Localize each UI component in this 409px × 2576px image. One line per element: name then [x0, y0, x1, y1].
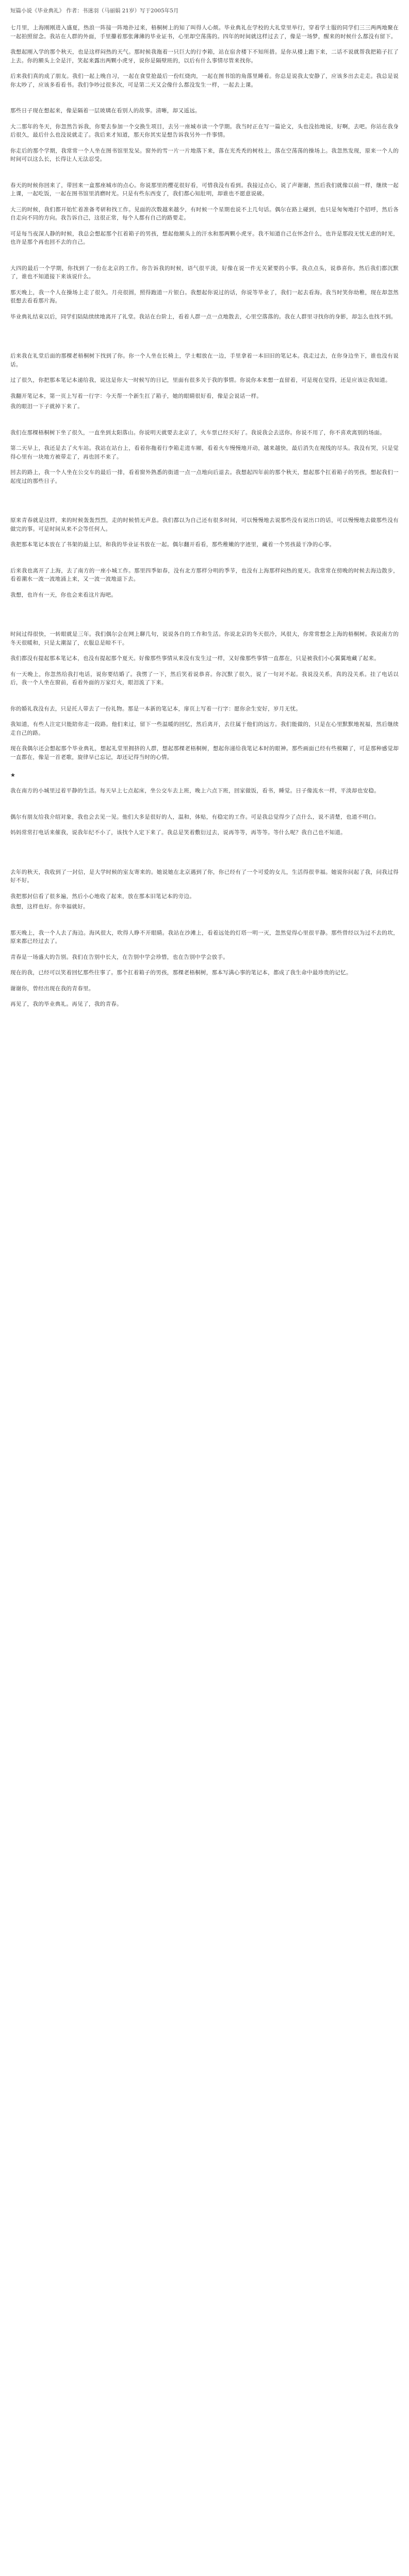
paragraph: 毕业典礼结束以后，同学们陆陆续续地离开了礼堂。我站在台阶上，看着人群一点一点地散去，心里空落落的。我在人群里寻找你的身影，却怎么也找不到。: [10, 313, 397, 320]
paragraph: 七月里，上海刚刚进入盛夏，热浪一阵接一阵地扑过来，梧桐树上的知了叫得人心烦。毕业典礼在学校的大礼堂里举行，穿着学士服的同学们三三两两地聚在一起拍照留念。我站在人群的外面，手里攥着那张薄薄的毕业证书，心里却空荡荡的。四年的时间就这样过去了，像是一场梦，醒来的时候什么都没有留下。: [10, 25, 399, 40]
spacer: [10, 665, 399, 670]
spacer: [10, 551, 399, 567]
paragraph: 大三的时候，我们都开始忙着准备考研和找工作。见面的次数越来越少，有时候一个星期也说不上几句话。偶尔在路上碰到，也只是匆匆地打个招呼，然后各自走向不同的方向。我告诉自己，这很正常，每个人都有自己的路要走。: [10, 206, 399, 221]
spacer: [10, 963, 399, 969]
spacer: [10, 764, 399, 769]
spacer: [10, 439, 399, 444]
document-page: [0, 0, 409, 1009]
paragraph: 那天晚上，我一个人在操场上走了很久。月亮很圆，照得跑道一片银白。我想起你说过的话，你说等毕业了，我们一起去看海。我当时笑你幼稚，现在却忽然很想去看看那片海。: [10, 289, 399, 304]
paragraph: 春天的时候你回来了，带回来一盒那座城市的点心。你说那里的樱花很好看，可惜我没有看到。我接过点心，说了声谢谢，然后我们就像以前一样，继续一起上课，一起吃饭，一起在图书馆里消磨时光。只是有些东西变了，我们都心知肚明，却谁也不愿意说破。: [10, 182, 399, 197]
paragraph: 有一天晚上，你忽然给我打电话，说你要结婚了。我愣了一下，然后笑着说恭喜。你沉默了很久，说了一句对不起。我说没关系，真的没关系。挂了电话以后，我一个人坐在窗前，看着外面的万家灯火，眼泪流了下来。: [10, 671, 399, 686]
paragraph: 现在的我，已经可以笑着回忆那些往事了。那个扛着箱子的男孩，那棵老梧桐树，那本写满心事的笔记本，都成了我生命中最珍贵的记忆。: [10, 970, 352, 976]
paragraph: 偶尔有朋友给我介绍对象，我也会去见一见。他们大多是很好的人，温和，体贴，有稳定的工作。可是我总觉得少了点什么，说不清楚，也道不明白。: [10, 814, 380, 820]
paragraph: 我想起刚入学的那个秋天，也是这样闷热的天气。那时候我拖着一只巨大的行李箱，站在宿舍楼下不知所措。是你从楼上跑下来，二话不说就帮我把箱子扛了上去。你的额头上全是汗，笑起来露出两颗小虎牙，说你是隔壁班的，以后有什么事情尽管来找你。: [10, 49, 399, 64]
paragraph: 你的婚礼我没有去，只是托人带去了一份礼物。那是一本新的笔记本，扉页上写着一行字：愿你余生安好，岁月无忧。: [10, 705, 302, 712]
spacer: [10, 117, 399, 123]
spacer: [10, 823, 399, 828]
paragraph: 大二那年的冬天，你忽然告诉我，你要去参加一个交换生项目，去另一座城市读一个学期。我当时正在写一篇论文，头也没抬地说，好啊，去吧。你站在我身后很久，最后什么也没说就走了。我后来才知道，那天你其实是想告诉我另外一件事情。: [10, 123, 399, 138]
paragraph: 我把那封信看了很多遍，然后小心地收了起来，放在那本旧笔记本的旁边。: [10, 893, 195, 900]
paragraph: 大四的最后一个学期，你找到了一份在北京的工作。你告诉我的时候，语气很平淡，好像在说一件无关紧要的小事。我点点头，说恭喜你。然后我们都沉默了，谁也不知道接下来该说什么。: [10, 265, 399, 280]
paragraph: 原来青春就是这样，来的时候轰轰烈烈，走的时候悄无声息。我们都以为自己还有很多时间，可以慢慢地去说那些没有说出口的话，可以慢慢地去做那些没有做完的事。可是时间从来不会等任何人。: [10, 517, 399, 532]
paragraph: 我的眼泪一下子就掉下来了。: [10, 403, 84, 410]
spacer: [10, 995, 399, 1000]
spacer: [10, 308, 399, 313]
spacer: [10, 371, 399, 376]
spacer: [10, 142, 399, 147]
paragraph: 现在我偶尔还会想起那个毕业典礼，想起礼堂里拥挤的人群，想起那棵老梧桐树，想起你递给我笔记本时的眼神。那些画面已经有些模糊了，可是那种感觉却一直都在，像是一首老歌，旋律早已忘记，却还记得当时的心情。: [10, 745, 399, 760]
spacer: [10, 67, 399, 72]
spacer: [10, 913, 399, 929]
spacer: [10, 948, 399, 953]
paragraph: 后来我们真的成了朋友。我们一起上晚自习，一起在食堂抢最后一份红烧肉，一起在图书馆的角落里睡着。你总是说我太安静了，应该多出去走走。我总是说你太吵了，应该多看看书。我们争吵过很多次，可是第二天又会像什么都没发生一样，一起去上课。: [10, 73, 399, 88]
paragraph: 那些日子现在想起来，像是隔着一层玻璃在看别人的故事。清晰，却又遥远。: [10, 108, 201, 114]
paragraph: 可是每当夜深人静的时候，我总会想起那个扛着箱子的男孩，想起他额头上的汗水和那两颗小虎牙。我不知道自己在怀念什么，也许是那段无忧无虑的时光，也许是那个再也回不去的自己。: [10, 230, 399, 245]
spacer: [10, 249, 399, 264]
paragraph: 我翻开笔记本，第一页上写着一行字：今天帮一个新生扛了箱子，她的眼睛很好看，像是会说话一样。: [10, 393, 263, 399]
spacer: [10, 798, 399, 813]
paragraph: 去年的秋天，我收到了一封信，是大学时候的室友寄来的。她说她在北京遇到了你，你已经有了一个可爱的女儿，生活得很幸福。她说你问起了我，问我过得好不好。: [10, 869, 399, 884]
paragraph: 时间过得很快，一转眼就是三年。我们偶尔会在网上聊几句，说说各自的工作和生活。你说北京的冬天很冷，风很大，你常常想念上海的梧桐树。我说南方的冬天很暖和，只是太潮湿了，衣服总是晾不干。: [10, 631, 399, 646]
paragraph: 我知道，有些人注定只能陪你走一段路。他们来过，留下一些温暖的回忆，然后离开，去往属于他们的远方。我们能做的，只是在心里默默地祝福，然后继续走自己的路。: [10, 721, 399, 736]
paragraph: 我们在那棵梧桐树下坐了很久，一直坐到太阳落山。你说明天就要去北京了，火车票已经买好了。我说我会去送你。你说不用了，你不喜欢离别的场面。: [10, 429, 385, 436]
paragraph: 青春是一场盛大的告别。我们在告别中长大，在告别中学会珍惜，也在告别中学会放手。: [10, 954, 229, 960]
spacer: [10, 487, 399, 516]
spacer: [10, 166, 399, 181]
paragraph: 那天晚上，我一个人去了海边。海风很大，吹得人睁不开眼睛。我站在沙滩上，看着远处的灯塔一明一灭，忽然觉得心里很平静。那些曾经以为过不去的坎，原来都已经过去了。: [10, 929, 399, 944]
spacer: [10, 283, 399, 289]
spacer: [10, 586, 399, 591]
section-divider-star: ★: [10, 772, 15, 778]
paragraph: 我想，也许有一天，你也会来看这片海吧。: [10, 591, 117, 598]
document-header: 短篇小说《毕业典礼》 作者：书迷羽（马丽娟 21岁）写于2005年5月: [10, 8, 179, 14]
paragraph: 你走后的那个学期，我常常一个人坐在图书馆里发呆。窗外的雪一片一片地落下来，落在光秃秃的树枝上，落在空荡荡的操场上。我忽然发现，原来一个人的时间可以这么长，长得让人无法忍受。: [10, 147, 399, 162]
spacer: [10, 200, 399, 206]
paragraph: 谢谢你，曾经出现在我的青春里。: [10, 985, 94, 992]
spacer: [10, 387, 399, 392]
paragraph: 我在南方的小城里过着平静的生活。每天早上七点起床，坐公交车去上班，晚上六点下班，回家做饭，看书，睡觉。日子像流水一样，平淡却也安稳。: [10, 788, 380, 794]
paragraph: 回去的路上，我一个人坐在公交车的最后一排，看着窗外熟悉的街道一点一点地向后退去。我想起四年前的那个秋天，想起那个扛着箱子的男孩，想起我们一起度过的那些日子。: [10, 469, 399, 484]
spacer: [10, 739, 399, 744]
paragraph: 我把那本笔记本放在了书架的最上层，和我的毕业证书放在一起。偶尔翻开看看，那些稚嫩的字迹里，藏着一个男孩最干净的心事。: [10, 541, 335, 548]
spacer: [10, 782, 399, 787]
spacer: [10, 19, 399, 24]
spacer: [10, 979, 399, 985]
spacer: [10, 839, 399, 868]
paragraph: 再见了，我的毕业典礼。再见了，我的青春。: [10, 1001, 122, 1007]
spacer: [10, 601, 399, 630]
paragraph: 后来我也离开了上海，去了南方的一座小城工作。那里四季如春，没有北方那样分明的季节，也没有上海那样闷热的夏天。我常常在傍晚的时候去海边散步，看着潮水一波一波地涌上来，又一波一波地退下去。: [10, 567, 399, 582]
spacer: [10, 43, 399, 48]
spacer: [10, 535, 399, 540]
spacer: [10, 715, 399, 720]
spacer: [10, 323, 399, 352]
paragraph: 后来我在礼堂后面的那棵老梧桐树下找到了你。你一个人坐在长椅上，学士帽放在一边，手里拿着一本旧旧的笔记本。我走过去，在你身边坐下，谁也没有说话。: [10, 353, 399, 368]
spacer: [10, 413, 399, 429]
spacer: [10, 649, 399, 654]
paragraph: 我们都没有提起那本笔记本，也没有提起那个夏天。好像那些事情从来没有发生过一样，又好像那些事情一直都在，只是被我们小心翼翼地藏了起来。: [10, 655, 380, 662]
spacer: [10, 887, 399, 892]
spacer: [10, 225, 399, 230]
paragraph: 妈妈常常打电话来催我，说我年纪不小了，该找个人定下来了。我总是笑着敷衍过去，说再等等，再等等。等什么呢？我自己也不知道。: [10, 829, 346, 836]
paragraph: 第二天早上，我还是去了火车站。我站在站台上，看着你拖着行李箱走进车厢，看着火车慢慢地开动，越来越快，最后消失在视线的尽头。我没有哭，只是觉得心里有一块地方被带走了，再也回不来了。: [10, 445, 399, 460]
paragraph: 过了很久，你把那本笔记本递给我，说这是你大一时候写的日记，里面有很多关于我的事情。你说你本来想一直留着，可是现在觉得，还是应该让我知道。: [10, 377, 391, 383]
paragraph: 我想，这样也好。你幸福就好。: [10, 904, 89, 910]
spacer: [10, 689, 399, 705]
spacer: [10, 463, 399, 468]
spacer: [10, 91, 399, 107]
